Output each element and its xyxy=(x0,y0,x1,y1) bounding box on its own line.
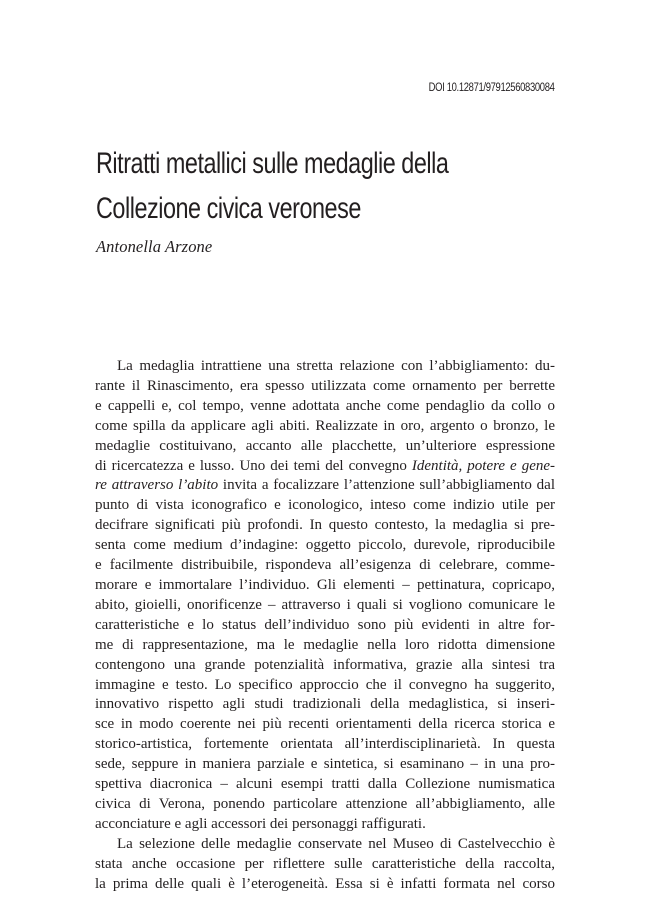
body-line: contengono una grande potenzialità informativa, grazie alla sintesi tra xyxy=(95,656,555,673)
article-author: Antonella Arzone xyxy=(96,237,213,256)
body-line: acconciature e agli accessori dei personaggi raffigurati. xyxy=(95,815,426,832)
body-line-text: di ricercatezza e lusso. Uno dei temi del convegno xyxy=(95,457,412,474)
body-line: La medaglia intrattiene una stretta relazione con l’abbigliamento: du- xyxy=(117,358,555,374)
body-line: senta come medium d’indagine: oggetto piccolo, durevole, riproducibile xyxy=(95,537,555,554)
body-line: caratteristiche e lo status dell’individuo sono più evidenti in altre for- xyxy=(95,616,555,633)
body-line: me di rappresentazione, ma le medaglie nella loro ridotta dimensione xyxy=(95,636,555,653)
body-line: decifrare significati più profondi. In questo contesto, la medaglia si pre- xyxy=(95,517,555,534)
body-line: e cappelli e, col tempo, venne adottata anche come pendaglio da collo o xyxy=(95,397,555,414)
body-line: come spilla da applicare agli abiti. Realizzate in oro, argento o bronzo, le xyxy=(95,417,555,434)
body-line-text: invita a focalizzare l’attenzione sull’abbigliamento dal xyxy=(218,477,555,494)
body-line: storico-artistica, fortemente orientata all’interdisciplinarietà. In questa xyxy=(95,736,555,753)
body-line: innovativo rispetto agli studi tradizionali della medaglistica, si inseri- xyxy=(95,696,555,713)
body-line: sce in modo coerente nei più recenti orientamenti della ricerca storica e xyxy=(95,716,555,733)
body-line: la prima delle quali è l’eterogeneità. Essa si è infatti formata nel corso xyxy=(95,875,555,892)
body-line: medaglie costituivano, accanto alle placchette, un’ulteriore espressione xyxy=(95,437,555,454)
body-text xyxy=(95,357,555,894)
body-line: La selezione delle medaglie conservate nel Museo di Castelvecchio è xyxy=(117,835,555,852)
body-line: stata anche occasione per riflettere sulle caratteristiche della raccolta, xyxy=(95,855,555,872)
italic-title-fragment: Identità, potere e gene- xyxy=(411,457,556,474)
body-line xyxy=(95,476,555,496)
article-title xyxy=(96,141,470,231)
body-line: sede, seppure in maniera parziale e sintetica, si esaminano – in una pro- xyxy=(95,756,555,773)
body-line: morare e immortalare l’individuo. Gli elementi – pettinatura, copricapo, xyxy=(95,576,555,593)
body-line xyxy=(95,457,555,477)
body-line: abito, gioielli, onorificenze – attraverso i quali si vogliono comunicare le xyxy=(95,596,555,613)
body-line: rante il Rinascimento, era spesso utilizzata come ornamento per berrette xyxy=(95,377,555,394)
italic-title-fragment: re attraverso l’abito xyxy=(95,477,219,494)
body-line: spettiva diacronica – alcuni esempi tratti dalla Collezione numismatica xyxy=(95,776,555,793)
doi-identifier: DOI 10.12871/97912560830084 xyxy=(429,82,555,94)
article-title-line: Ritratti metallici sulle medaglie della xyxy=(96,147,449,180)
body-line: immagine e testo. Lo specifico approccio che il convegno ha suggerito, xyxy=(95,676,555,693)
body-line: civica di Verona, ponendo particolare attenzione all’abbigliamento, alle xyxy=(95,795,555,812)
body-line: e facilmente distribuibile, rispondeva all’esigenza di celebrare, comme- xyxy=(95,557,555,574)
article-title-line: Collezione civica veronese xyxy=(96,192,361,225)
body-line: punto di vista iconografico e iconologico, inteso come indizio utile per xyxy=(95,497,555,514)
